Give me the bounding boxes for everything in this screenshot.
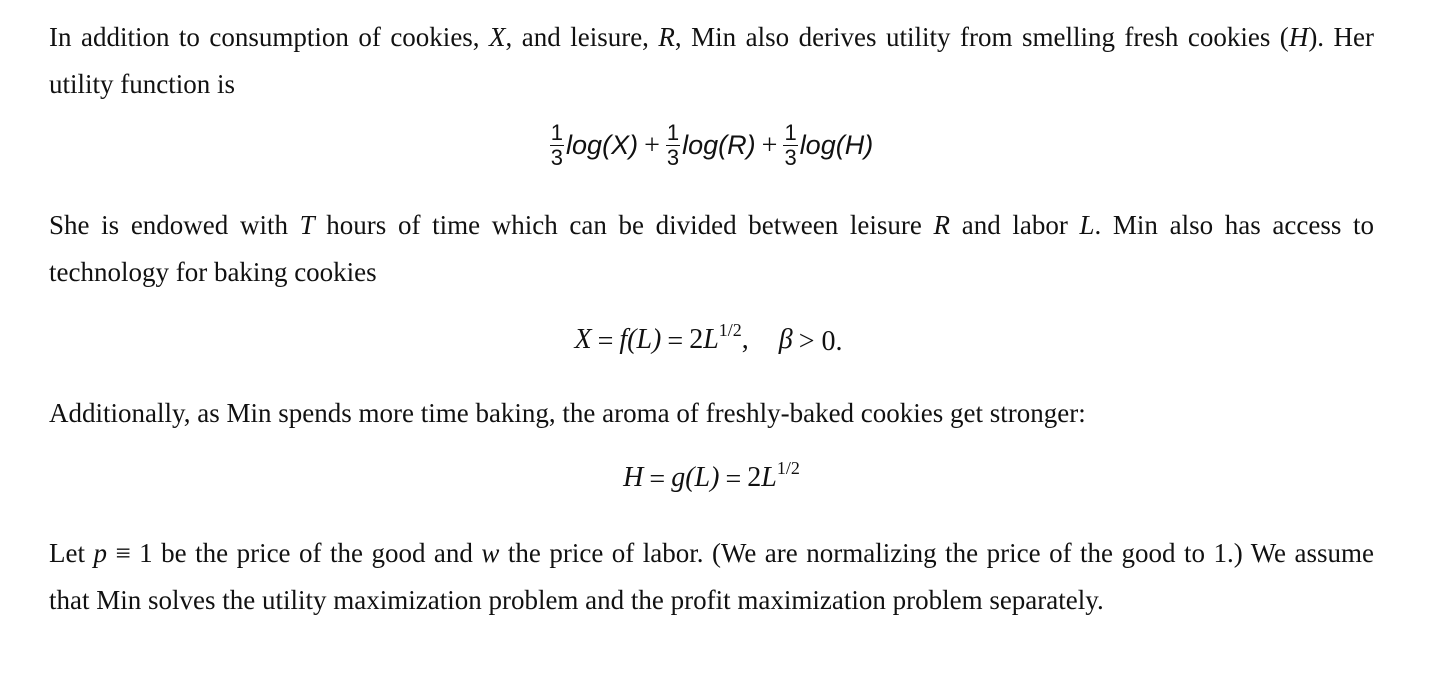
- text-run: She is endowed with: [49, 210, 300, 240]
- fraction-numerator: 1: [666, 120, 680, 145]
- math-var-l: L: [703, 324, 719, 355]
- exponent: 1/2: [718, 320, 742, 340]
- text-run: ). Her utility function is: [49, 22, 1374, 99]
- text-run: Let: [49, 538, 94, 568]
- function-argument: (L): [627, 324, 662, 355]
- function-f: f: [619, 324, 628, 355]
- coefficient: 2: [689, 324, 704, 355]
- equals-sign: =: [667, 325, 684, 357]
- equals-sign: =: [649, 463, 666, 495]
- math-var-x: X: [489, 22, 506, 52]
- math-var-h: H: [1288, 22, 1309, 52]
- exponent: 1/2: [776, 458, 800, 478]
- equation-aroma: [49, 458, 1374, 496]
- text-run: hours of time which can be divided between leisure: [314, 210, 934, 240]
- text-run: In addition to consumption of cookies,: [49, 22, 490, 52]
- fraction-denominator: 3: [666, 145, 680, 170]
- comma: ,: [741, 324, 749, 355]
- plus-sign: +: [761, 129, 778, 161]
- paragraph-intro: [49, 14, 1374, 108]
- math-var-h: H: [623, 462, 644, 493]
- utility-term-x: log(X): [566, 130, 639, 160]
- paragraph-aroma: [49, 390, 1374, 437]
- fraction-numerator: 1: [784, 120, 797, 145]
- math-var-x: X: [574, 324, 592, 355]
- text-run: , Min also derives utility from smelling fresh cookies (: [674, 22, 1289, 52]
- math-var-p: p: [93, 538, 107, 568]
- fraction-denominator: 3: [550, 145, 564, 170]
- equals-sign: =: [725, 463, 742, 495]
- text-run: ≡ 1 be the price of the good and: [106, 538, 482, 568]
- math-var-beta: β: [778, 324, 793, 355]
- text-run: the price of labor. (We are normalizing the price of the good to 1.) We assume that Min solves the utility maximization problem and the profit maximization problem separately.: [49, 538, 1374, 615]
- fraction-numerator: 1: [550, 120, 564, 145]
- text-run: , and leisure,: [505, 22, 659, 52]
- function-argument: (L): [685, 462, 720, 493]
- equals-sign: =: [597, 325, 614, 357]
- fraction-one-third: [783, 122, 797, 169]
- equation-utility: [49, 122, 1374, 169]
- text-run: Additionally, as Min spends more time baking, the aroma of freshly-baked cookies get stronger:: [49, 398, 1086, 428]
- equation-production: [49, 320, 1374, 358]
- plus-sign: +: [644, 129, 660, 161]
- fraction-one-third: [666, 122, 680, 169]
- fraction-denominator: 3: [784, 145, 797, 170]
- math-var-t: T: [299, 210, 315, 240]
- math-var-l: L: [761, 462, 777, 493]
- fraction-one-third: [550, 122, 564, 169]
- function-g: g: [671, 462, 686, 493]
- math-var-r: R: [933, 210, 951, 240]
- utility-term-r: log(R): [682, 130, 756, 160]
- condition: > 0.: [798, 325, 843, 357]
- math-var-w: w: [481, 538, 500, 568]
- text-run: . Min also has access to technology for baking cookies: [49, 210, 1374, 287]
- text-run: and labor: [950, 210, 1080, 240]
- paragraph-prices: [49, 530, 1374, 624]
- paragraph-endowment: [49, 202, 1374, 296]
- coefficient: 2: [747, 462, 762, 493]
- math-var-l: L: [1079, 210, 1095, 240]
- math-var-r: R: [658, 22, 675, 52]
- utility-term-h: log(H): [799, 130, 874, 160]
